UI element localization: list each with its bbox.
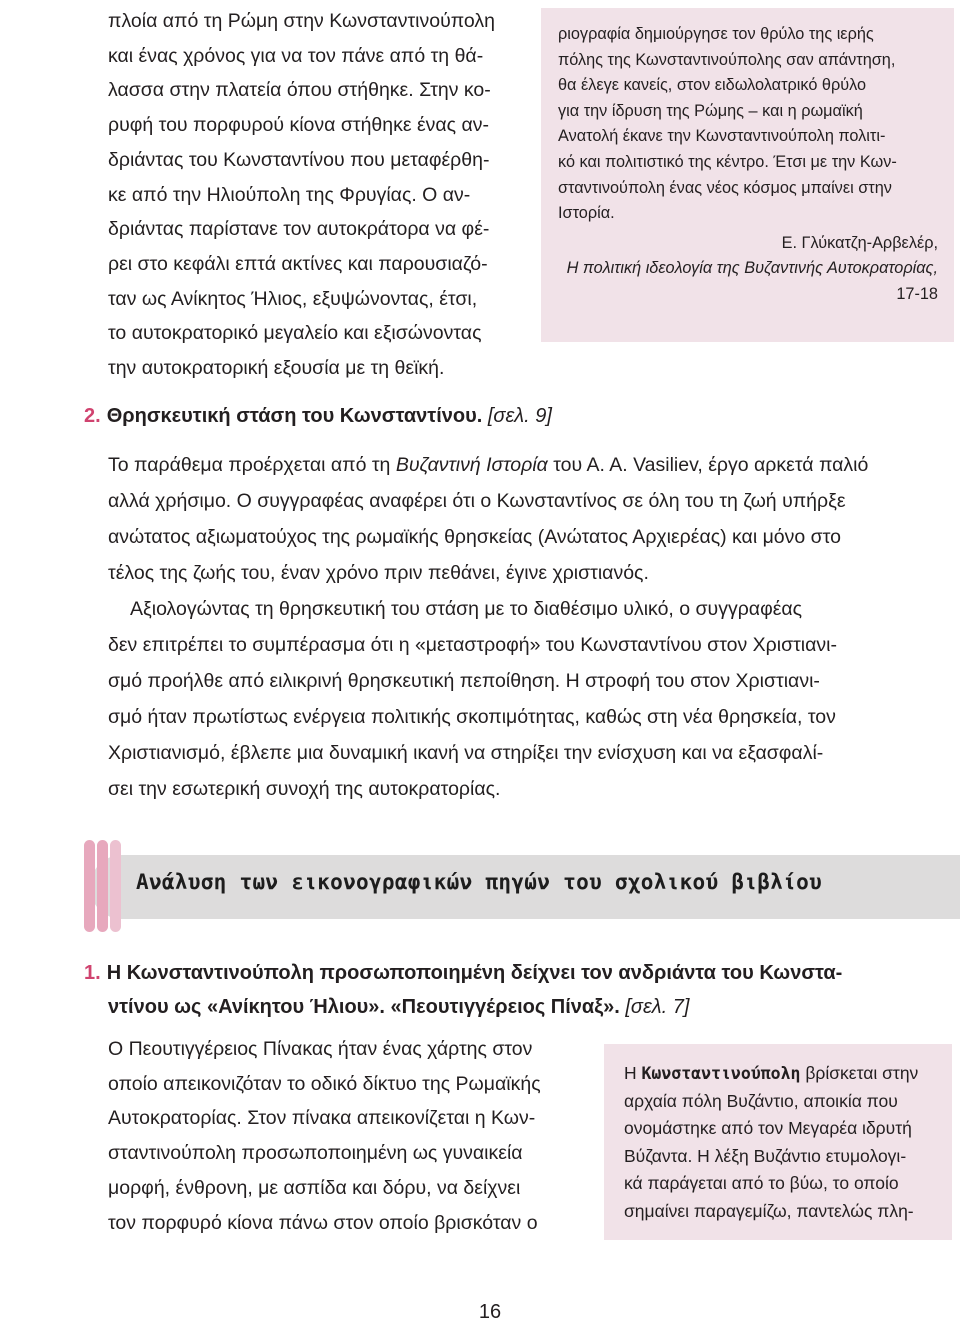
text-fragment: Το παράθεμα προέρχεται από τη bbox=[108, 454, 396, 476]
text-line: αλλά χρήσιμο. Ο συγγραφέας αναφέρει ότι ο Κωνσταντίνος σε όλη του τη ζωή υπήρξε bbox=[108, 490, 846, 512]
book-title: Βυζαντινή Ιστορία bbox=[395, 454, 548, 476]
text-line: λασσα στην πλατεία όπου στήθηκε. Στην κο- bbox=[108, 79, 491, 102]
text-line: ρει στο κεφάλι επτά ακτίνες και παρουσιαζό- bbox=[108, 252, 488, 275]
text-line: δεν επιτρέπει το συμπέρασμα ότι η «μεταστροφή» του Κωνσταντίνου στον Χριστιανι- bbox=[108, 634, 837, 656]
quote-line: Ανατολή έκανε την Κωνσταντινούπολη πολιτι- bbox=[558, 127, 886, 146]
text-line: Αξιολογώντας τη θρησκευτική του στάση με το διαθέσιμο υλικό, ο συγγραφέας bbox=[130, 598, 803, 620]
text-line: Αυτοκρατορίας. Στον πίνακα απεικονίζεται η Κων- bbox=[108, 1107, 536, 1130]
text-line: τέλος της ζωής του, έναν χρόνο πριν πεθάνει, έγινε χριστιανός. bbox=[108, 562, 649, 584]
text-line: ταν ως Ανίκητος Ήλιος, εξυψώνοντας, έτσι, bbox=[108, 287, 478, 310]
banner-title: Ανάλυση των εικονογραφικών πηγών του σχολικού βιβλίου bbox=[136, 870, 822, 894]
section-2-body bbox=[108, 447, 908, 807]
text-line: σει την εσωτερική συνοχή της αυτοκρατορίας. bbox=[108, 778, 501, 800]
banner-decor-bar bbox=[84, 840, 95, 932]
text-line: σμό προήλθε από ειλικρινή θρησκευτική πεποίθηση. Η στροφή του στον Χριστιανι- bbox=[108, 670, 820, 692]
heading-line bbox=[84, 990, 924, 1024]
heading-text: Η Κωνσταντινούπολη προσωποποιημένη δείχνει τον ανδριάντα του Κωνστα- bbox=[106, 962, 843, 984]
text-fragment: Η bbox=[624, 1063, 642, 1083]
image-1-heading bbox=[84, 956, 924, 1024]
text-line: μορφή, ένθρονη, με ασπίδα και δόρυ, να δείχνει bbox=[108, 1176, 521, 1199]
image-1-body bbox=[108, 1032, 578, 1240]
text-line: οποίο απεικονιζόταν το οδικό δίκτυο της Ρωμαϊκής bbox=[108, 1072, 541, 1095]
info-line: ονομάστηκε από τον Μεγαρέα ιδρυτή bbox=[624, 1118, 912, 1138]
info-box bbox=[604, 1044, 952, 1240]
info-keyword: Κωνσταντινούπολη bbox=[641, 1064, 801, 1083]
heading-line bbox=[84, 956, 924, 990]
text-line: Ο Πεουτιγγέρειος Πίνακας ήταν ένας χάρτης στον bbox=[108, 1038, 533, 1060]
text-line: την αυτοκρατορική εξουσία με τη θεϊκή. bbox=[108, 357, 445, 380]
text-line: δριάντας του Κωνσταντίνου που μεταφέρθη- bbox=[108, 148, 490, 171]
text-line: Χριστιανισμό, έβλεπε μια δυναμική ικανή να στηρίξει την ενίσχυση και να εξασφαλί- bbox=[108, 742, 824, 764]
text-line: δριάντας παρίστανε τον αυτοκράτορα να φέ- bbox=[108, 218, 490, 241]
quote-author: Ε. Γλύκατζη-Αρβελέρ, bbox=[781, 233, 938, 252]
banner-decor-bar bbox=[97, 840, 108, 932]
text-line: σταντινούπολη προσωποποιημένη ως γυναικεία bbox=[108, 1142, 523, 1165]
quote-line: για την ίδρυση της Ρώμης – και η ρωμαϊκή bbox=[558, 101, 863, 120]
page-reference: [σελ. 9] bbox=[487, 405, 552, 427]
section-number: 2. bbox=[84, 405, 101, 427]
paragraph-first-line bbox=[108, 447, 908, 483]
info-line: αρχαία πόλη Βυζάντιο, αποικία που bbox=[624, 1090, 898, 1111]
quote-line: πόλης της Κωνσταντινούπολης σαν απάντηση, bbox=[558, 50, 896, 69]
page-reference: [σελ. 7] bbox=[625, 996, 690, 1018]
text-line: ρυφή του πορφυρού κίονα στήθηκε ένας αν- bbox=[108, 114, 490, 137]
text-line: κε από την Ηλιούπολη της Φρυγίας. Ο αν- bbox=[108, 183, 471, 206]
item-number: 1. bbox=[84, 962, 101, 984]
text-fragment: βρίσκεται στην bbox=[800, 1063, 919, 1083]
text-line: σμό ήταν πρωτίστως ενέργεια πολιτικής σκοπιμότητας, καθώς στη νέα θρησκεία, τον bbox=[108, 706, 836, 728]
heading-text: ντίνου ως «Ανίκητου Ήλιου». «Πεουτιγγέρειος Πίναξ». bbox=[108, 996, 620, 1018]
text-line: τον πορφυρό κίονα πάνω στον οποίο βρισκόταν ο bbox=[108, 1211, 538, 1234]
info-first-line bbox=[624, 1060, 952, 1088]
top-left-text-column bbox=[108, 4, 518, 386]
text-line: ανώτατος αξιωματούχος της ρωμαϊκής θρησκείας (Ανώτατος Αρχιερέας) και μόνο στο bbox=[108, 526, 841, 548]
text-line: και ένας χρόνος για να τον πάνε από τη θά- bbox=[108, 44, 484, 67]
quote-line: Ιστορία. bbox=[558, 204, 615, 223]
quote-line: σταντινούπολη ένας νέος κόσμος μπαίνει στην bbox=[558, 178, 892, 197]
quote-source-title: Η πολιτική ιδεολογία της Βυζαντινής Αυτοκρατορίας, bbox=[566, 259, 938, 278]
text-line: πλοία από τη Ρώμη στην Κωνσταντινούπολη bbox=[108, 10, 495, 32]
banner-decor-bar bbox=[110, 840, 121, 932]
quote-pages: 17-18 bbox=[896, 284, 938, 303]
section-title: Θρησκευτική στάση του Κωνσταντίνου. bbox=[106, 405, 483, 427]
info-line: κά παράγεται από το βύω, το οποίο bbox=[624, 1173, 899, 1193]
quote-line: θα έλεγε κανείς, στον ειδωλολατρικό θρύλο bbox=[558, 76, 867, 95]
page-number: 16 bbox=[478, 1301, 502, 1323]
quote-box bbox=[541, 8, 954, 342]
text-line: το αυτοκρατορικό μεγαλείο και εξισώνοντας bbox=[108, 322, 482, 345]
info-line: Βύζαντα. Η λέξη Βυζάντιο ετυμολογι- bbox=[624, 1145, 907, 1166]
quote-line: ριογραφία δημιούργησε τον θρύλο της ιερής bbox=[558, 25, 874, 43]
text-fragment: του Α. Α. Vasiliev, έργο αρκετά παλιό bbox=[547, 454, 869, 476]
section-2-heading bbox=[84, 405, 552, 428]
quote-line: κό και πολιτιστικό της κέντρο. Έτσι με την Κων- bbox=[558, 152, 897, 171]
info-line: σημαίνει παραγεμίζω, παντελώς πλη- bbox=[624, 1200, 914, 1221]
